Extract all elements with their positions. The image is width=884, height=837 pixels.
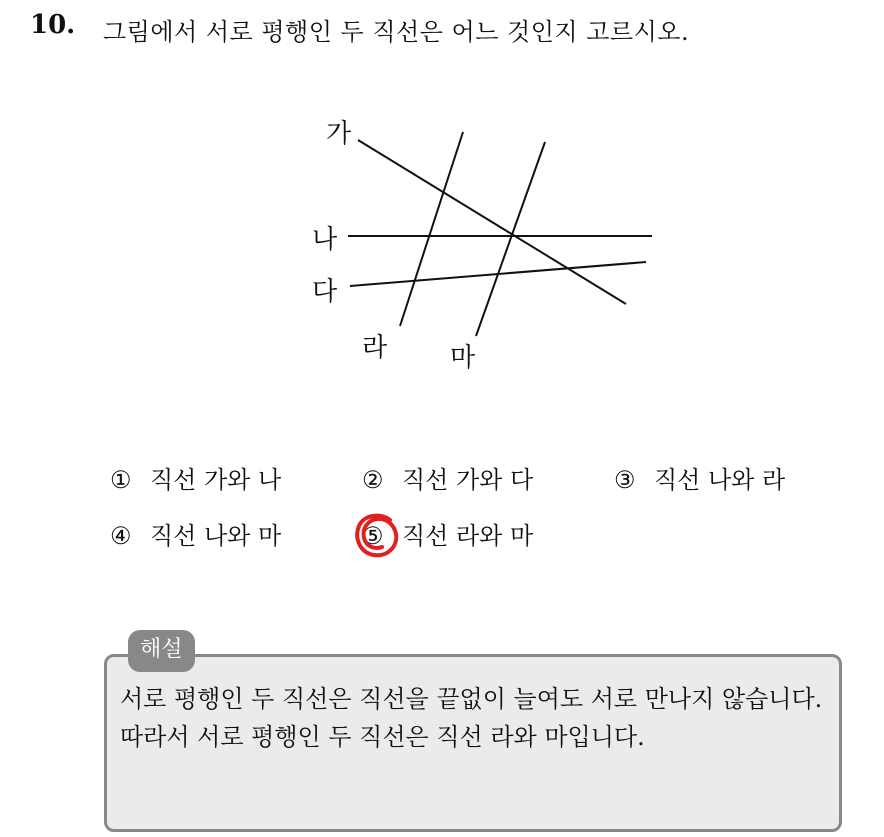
choice-5-text: 직선 라와 마 bbox=[402, 522, 534, 550]
choice-4-text: 직선 나와 마 bbox=[150, 522, 282, 550]
explanation-line-1: 서로 평행인 두 직선은 직선을 끝없이 늘여도 서로 만나지 않습니다. bbox=[120, 685, 823, 713]
explanation-tag: 해설 bbox=[128, 630, 195, 672]
answer-circle-mark bbox=[352, 510, 402, 560]
choice-2[interactable] bbox=[362, 460, 533, 495]
choice-2-number: ② bbox=[362, 466, 384, 494]
choice-2-text: 직선 가와 다 bbox=[402, 466, 534, 494]
line-ga bbox=[358, 140, 626, 304]
label-na: 나 bbox=[312, 225, 338, 255]
choice-4[interactable] bbox=[110, 516, 281, 551]
question-number: 10. bbox=[30, 10, 76, 40]
choice-1-text: 직선 가와 나 bbox=[150, 466, 282, 494]
choice-1[interactable] bbox=[110, 460, 281, 495]
question-text: 그림에서 서로 평행인 두 직선은 어느 것인지 고르시오. bbox=[103, 18, 690, 46]
line-ra bbox=[400, 132, 463, 326]
choice-1-number: ① bbox=[110, 466, 132, 494]
explanation-line-2: 따라서 서로 평행인 두 직선은 직선 라와 마입니다. bbox=[120, 723, 645, 751]
label-ga: 가 bbox=[326, 119, 352, 149]
choice-3-text: 직선 나와 라 bbox=[654, 466, 786, 494]
choice-3-number: ③ bbox=[614, 466, 636, 494]
label-da: 다 bbox=[312, 277, 338, 307]
label-ma: 마 bbox=[450, 343, 476, 373]
choice-4-number: ④ bbox=[110, 522, 132, 550]
choice-3[interactable] bbox=[614, 460, 785, 495]
label-ra: 라 bbox=[362, 333, 388, 363]
choice-5-number: ⑤ bbox=[362, 522, 384, 550]
lines-figure bbox=[300, 100, 680, 390]
line-ma bbox=[476, 142, 545, 336]
explanation-text bbox=[120, 680, 832, 756]
